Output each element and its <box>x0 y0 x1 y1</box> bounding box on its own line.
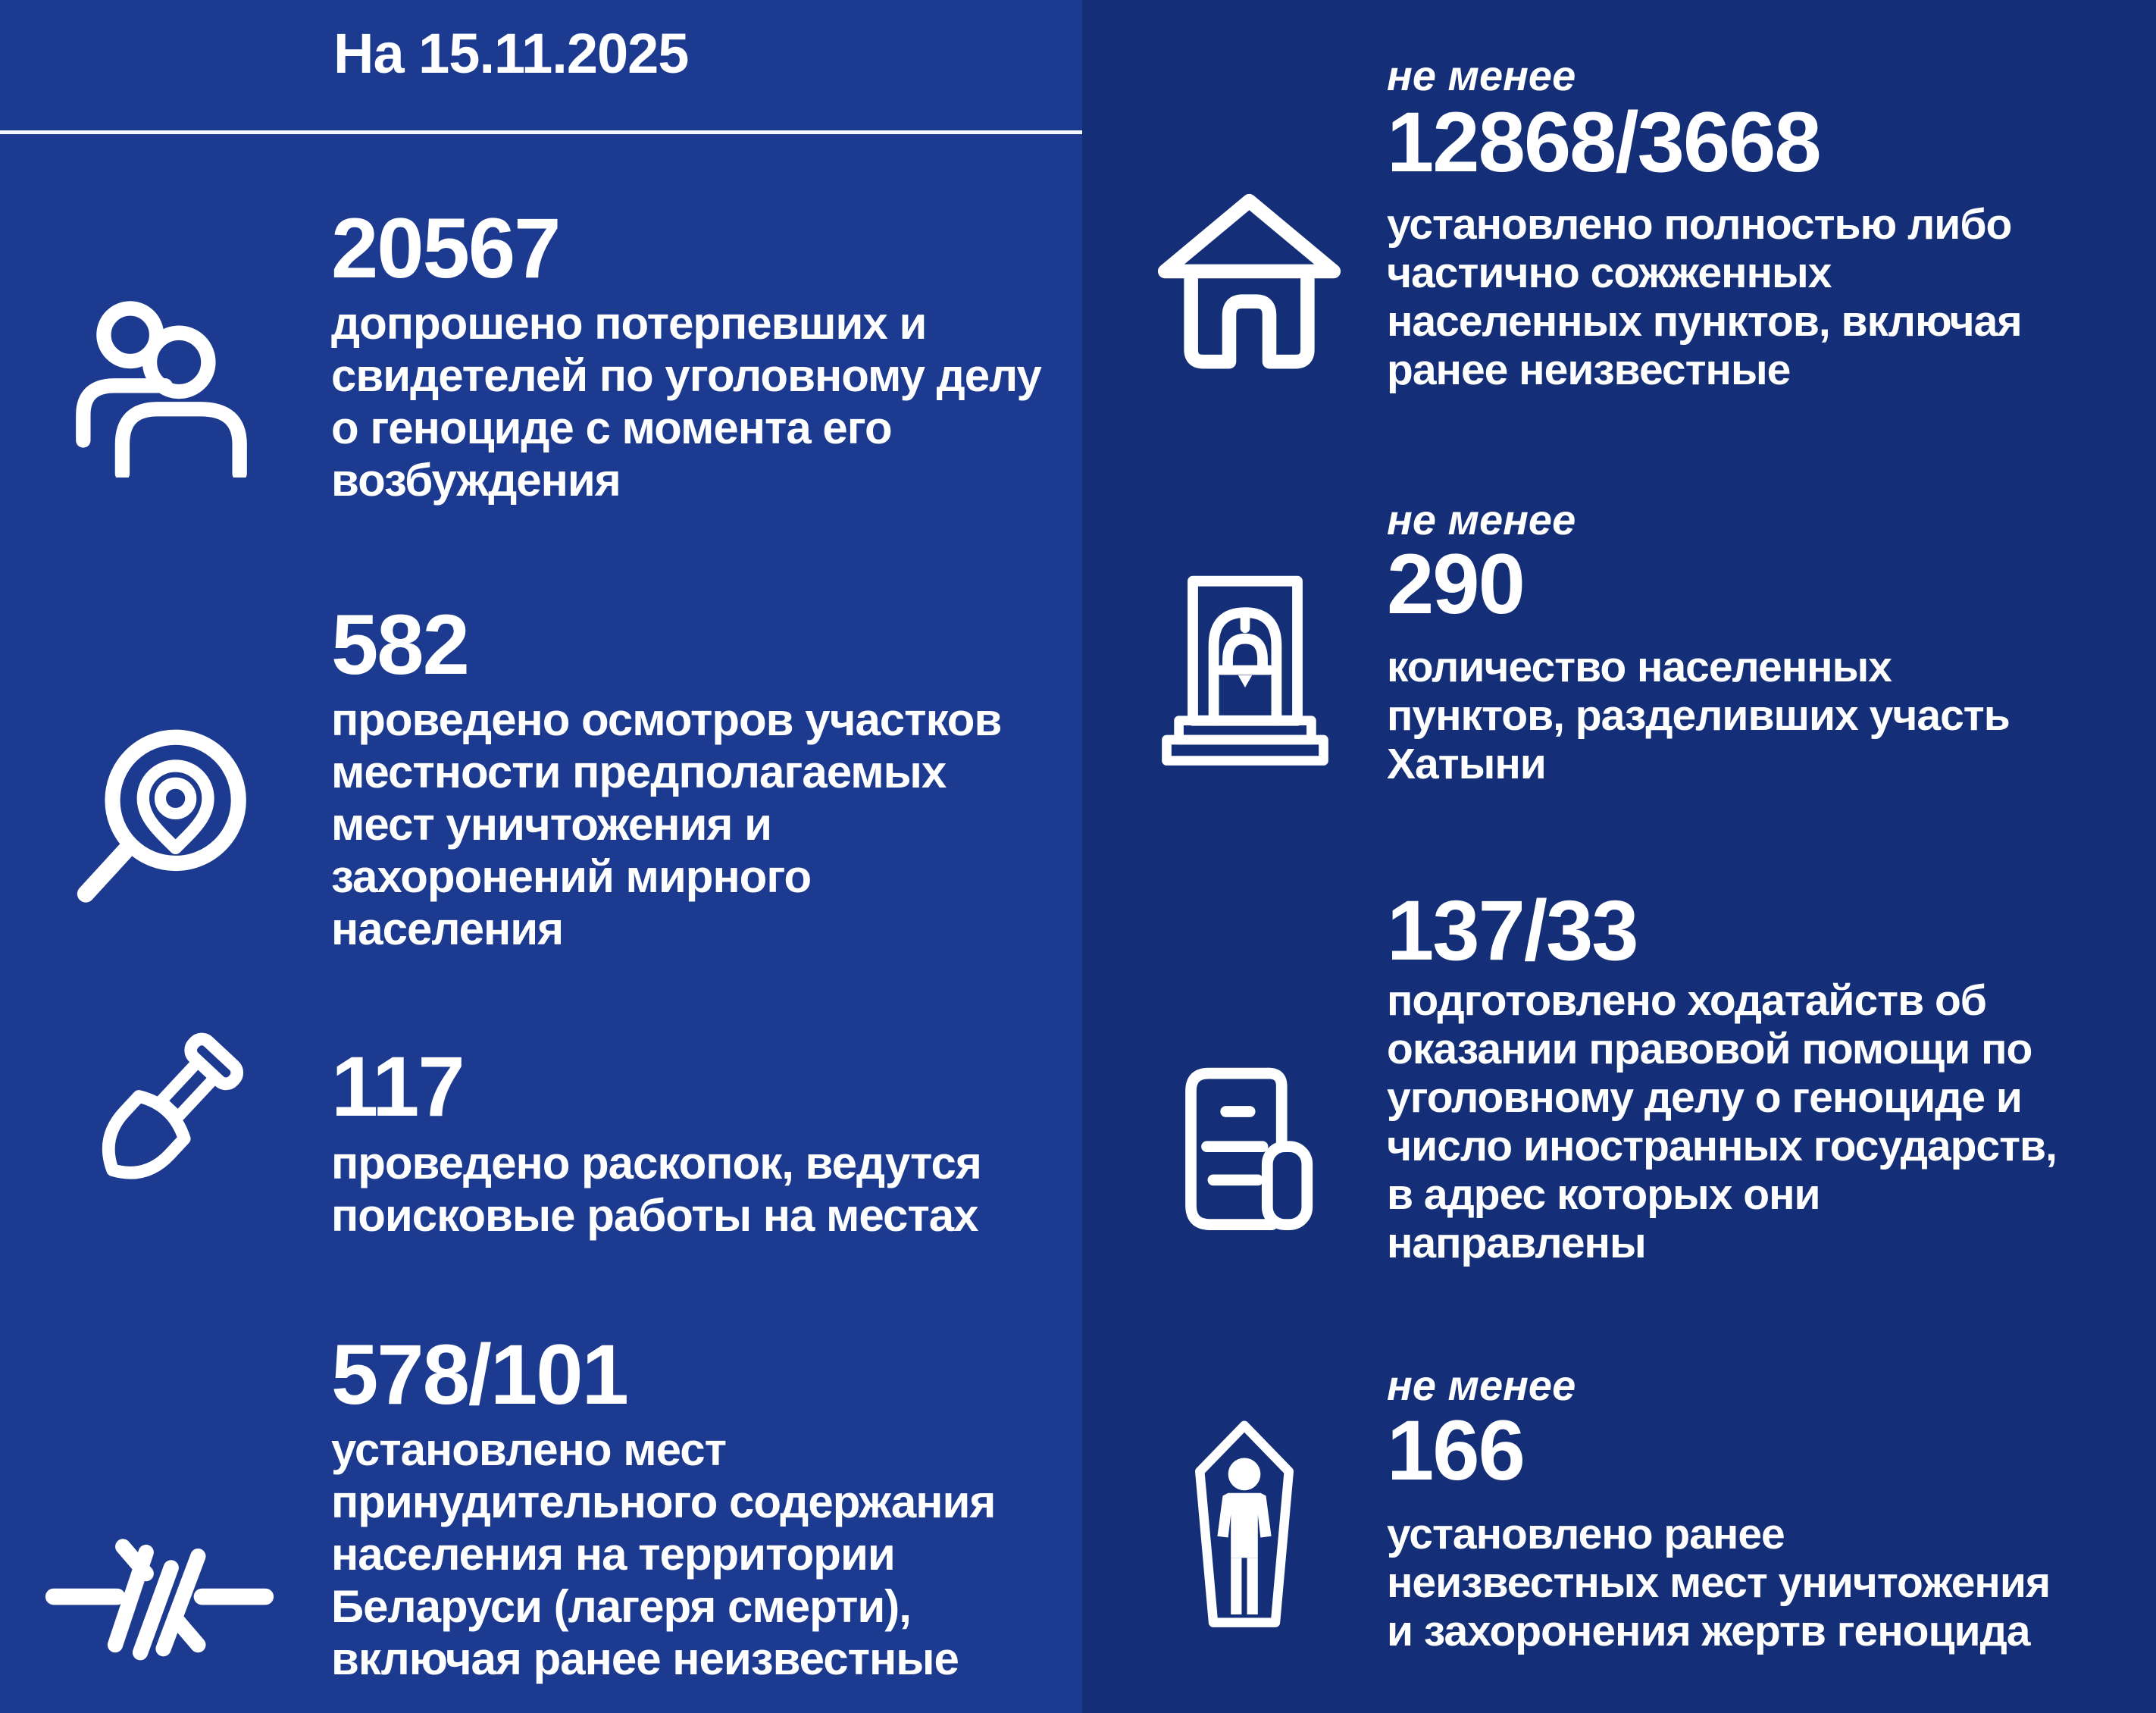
stat-value: 117 <box>331 1039 464 1134</box>
stat-value: 12868/3668 <box>1387 95 1820 189</box>
stat-qualifier: не менее <box>1387 1361 1576 1409</box>
desc-line: населенных пунктов, включая <box>1387 297 2022 346</box>
stat-description <box>1387 643 2010 788</box>
stat-value: 578/101 <box>331 1327 627 1422</box>
desc-line: неизвестных мест уничтожения <box>1387 1558 2051 1607</box>
legal-documents-icon <box>1167 1052 1326 1251</box>
stat-value: 137/33 <box>1387 883 1638 978</box>
desc-line: количество населенных <box>1387 643 1892 691</box>
as-of-date: На 15.11.2025 <box>333 22 689 85</box>
stat-qualifier: не менее <box>1387 52 1576 99</box>
desc-line: направлены <box>1387 1219 1646 1267</box>
desc-line: подготовлено ходатайств об <box>1387 976 1986 1025</box>
desc-line: принудительного содержания <box>331 1477 996 1527</box>
desc-line: и захоронения жертв геноцида <box>1387 1607 2030 1655</box>
desc-line: ранее неизвестные <box>1387 346 1791 394</box>
stat-description <box>331 1137 981 1242</box>
stat-value: 582 <box>331 597 468 692</box>
desc-line: о геноциде с момента его <box>331 402 892 453</box>
desc-line: населения <box>331 903 564 954</box>
stat-value: 166 <box>1387 1403 1524 1498</box>
desc-line: населения на территории <box>331 1529 895 1580</box>
desc-line: в адрес которых они <box>1387 1170 1820 1219</box>
coffin-icon <box>1177 1414 1312 1637</box>
desc-line: пунктов, разделивших участь <box>1387 691 2010 740</box>
right-column <box>1082 0 2156 1713</box>
desc-line: допрошено потерпевших и <box>331 298 927 349</box>
desc-line: установлено мест <box>331 1424 726 1475</box>
desc-line: установлено ранее <box>1387 1510 1785 1558</box>
desc-line: проведено осмотров участков <box>331 694 1002 745</box>
search-location-icon <box>67 720 258 911</box>
stat-value: 290 <box>1387 537 1524 631</box>
desc-line: захоронений мирного <box>331 851 812 902</box>
stat-value: 20567 <box>331 201 560 296</box>
desc-line: установлено полностью либо <box>1387 200 2012 249</box>
people-icon <box>62 292 261 478</box>
desc-line: частично сожженных <box>1387 249 1832 297</box>
stat-description <box>1387 976 2057 1267</box>
stat-description <box>1387 200 2022 394</box>
stat-qualifier: не менее <box>1387 496 1576 543</box>
desc-line: мест уничтожения и <box>331 799 771 850</box>
desc-line: число иностранных государств, <box>1387 1122 2057 1170</box>
stat-description <box>1387 1510 2050 1655</box>
desc-line: уголовному делу о геноциде и <box>1387 1073 2022 1122</box>
stat-description <box>331 1423 995 1685</box>
desc-line: Хатыни <box>1387 740 1546 788</box>
barbed-wire-icon <box>44 1527 275 1662</box>
desc-line: проведено раскопок, ведутся <box>331 1138 981 1188</box>
header-divider <box>0 130 1082 134</box>
shovel-icon <box>61 1025 255 1219</box>
desc-line: включая ранее неизвестные <box>331 1633 959 1684</box>
desc-line: оказании правовой помощи по <box>1387 1025 2032 1073</box>
memorial-bell-icon <box>1158 567 1332 773</box>
stat-description <box>331 694 1001 955</box>
stat-description <box>331 297 1041 506</box>
desc-line: поисковые работы на местах <box>331 1190 978 1241</box>
desc-line: возбуждения <box>331 455 621 506</box>
desc-line: Беларуси (лагеря смерти), <box>331 1581 911 1632</box>
house-icon <box>1149 186 1350 379</box>
desc-line: местности предполагаемых <box>331 747 947 797</box>
desc-line: свидетелей по уголовному делу <box>331 350 1041 401</box>
